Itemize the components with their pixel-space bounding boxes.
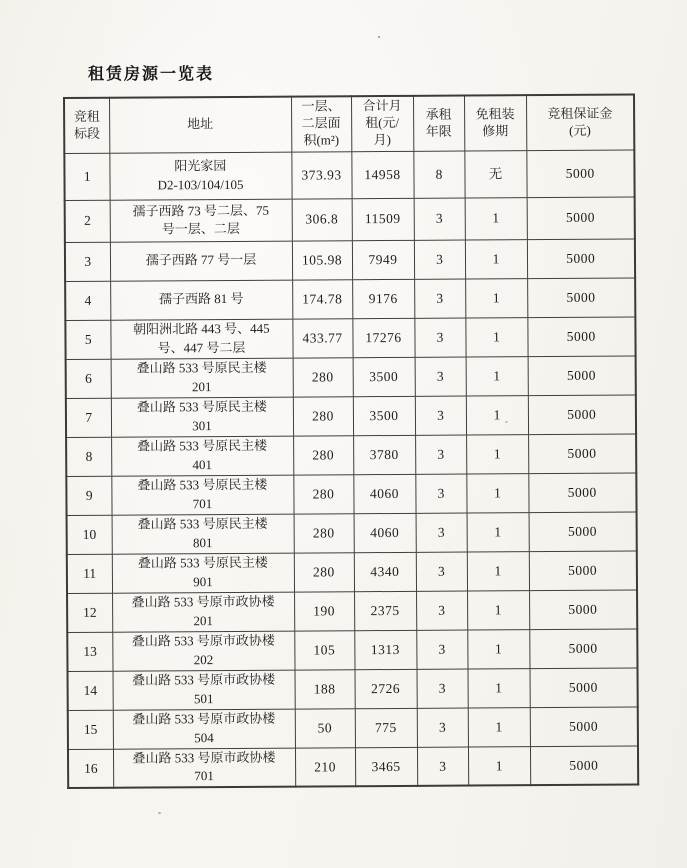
cell-area: 174.78 bbox=[292, 279, 352, 318]
cell-free_period: 1 bbox=[466, 473, 528, 512]
cell-area: 210 bbox=[295, 747, 355, 786]
table-row bbox=[64, 150, 634, 200]
cell-rent: 3500 bbox=[353, 357, 415, 396]
cell-free_period: 1 bbox=[467, 512, 529, 551]
cell-free_period: 1 bbox=[465, 278, 527, 317]
cell-free_period: 1 bbox=[465, 197, 527, 239]
table-row bbox=[65, 239, 635, 281]
cell-no: 3 bbox=[65, 242, 110, 281]
header-cell: 一层、 二层面 积(m²) bbox=[291, 96, 351, 151]
table-row bbox=[67, 629, 637, 671]
table-row bbox=[67, 551, 637, 593]
cell-rent: 3500 bbox=[353, 396, 415, 435]
cell-years: 3 bbox=[417, 708, 468, 747]
cell-area: 280 bbox=[293, 396, 353, 435]
cell-deposit: 5000 bbox=[529, 590, 637, 630]
cell-address: 叠山路 533 号原市政协楼 201 bbox=[112, 592, 294, 632]
cell-free_period: 1 bbox=[466, 434, 528, 473]
cell-area: 280 bbox=[294, 513, 354, 552]
cell-address: 孺子西路 81 号 bbox=[110, 280, 292, 320]
cell-free_period: 无 bbox=[464, 150, 526, 197]
cell-address: 叠山路 533 号原民主楼 301 bbox=[111, 397, 293, 437]
table-row bbox=[66, 395, 636, 437]
cell-years: 3 bbox=[416, 513, 467, 552]
rental-listing-table bbox=[63, 94, 639, 789]
cell-no: 8 bbox=[66, 437, 111, 476]
cell-deposit: 5000 bbox=[529, 629, 637, 669]
cell-address: 孺子西路 73 号二层、75 号一层、二层 bbox=[110, 199, 292, 242]
cell-address: 叠山路 533 号原民主楼 801 bbox=[112, 514, 294, 554]
cell-no: 10 bbox=[67, 515, 112, 554]
cell-deposit: 5000 bbox=[527, 278, 635, 318]
cell-rent: 4060 bbox=[354, 513, 416, 552]
cell-address: 叠山路 533 号原民主楼 201 bbox=[111, 358, 293, 398]
cell-free_period: 1 bbox=[467, 551, 529, 590]
cell-address: 叠山路 533 号原民主楼 401 bbox=[111, 436, 293, 476]
cell-area: 190 bbox=[294, 591, 354, 630]
cell-area: 50 bbox=[295, 708, 355, 747]
cell-no: 12 bbox=[67, 593, 112, 632]
cell-area: 105 bbox=[294, 630, 354, 669]
cell-address: 阳光家园 D2-103/104/105 bbox=[109, 152, 291, 200]
cell-free_period: 1 bbox=[467, 668, 529, 707]
cell-years: 3 bbox=[414, 279, 465, 318]
cell-address: 叠山路 533 号原市政协楼 504 bbox=[113, 709, 295, 749]
scan-speck bbox=[378, 36, 380, 38]
table-row bbox=[66, 473, 636, 515]
header-cell: 地址 bbox=[109, 97, 291, 153]
cell-no: 7 bbox=[66, 398, 111, 437]
cell-deposit: 5000 bbox=[528, 356, 636, 396]
cell-years: 3 bbox=[414, 240, 465, 279]
cell-rent: 3780 bbox=[353, 435, 415, 474]
cell-deposit: 5000 bbox=[528, 434, 636, 474]
cell-area: 280 bbox=[293, 474, 353, 513]
cell-rent: 9176 bbox=[352, 279, 414, 318]
cell-no: 11 bbox=[67, 554, 112, 593]
cell-rent: 2375 bbox=[354, 591, 416, 630]
cell-deposit: 5000 bbox=[526, 150, 634, 198]
cell-deposit: 5000 bbox=[529, 668, 637, 708]
table-row bbox=[66, 356, 636, 398]
cell-rent: 11509 bbox=[352, 198, 414, 240]
cell-deposit: 5000 bbox=[527, 239, 635, 279]
table-body bbox=[64, 150, 638, 788]
cell-rent: 17276 bbox=[352, 318, 414, 357]
cell-free_period: 1 bbox=[465, 239, 527, 278]
cell-address: 叠山路 533 号原民主楼 701 bbox=[111, 475, 293, 515]
header-cell: 合计月 租(元/ 月) bbox=[351, 96, 413, 151]
table-container bbox=[63, 94, 639, 789]
cell-years: 3 bbox=[415, 474, 466, 513]
cell-no: 14 bbox=[68, 671, 113, 710]
cell-years: 3 bbox=[416, 669, 467, 708]
cell-years: 3 bbox=[415, 357, 466, 396]
cell-years: 3 bbox=[415, 396, 466, 435]
cell-years: 3 bbox=[416, 552, 467, 591]
header-cell: 承租 年限 bbox=[413, 96, 464, 151]
cell-rent: 775 bbox=[355, 708, 417, 747]
cell-area: 105.98 bbox=[292, 240, 352, 279]
cell-rent: 1313 bbox=[354, 630, 416, 669]
cell-rent: 4340 bbox=[354, 552, 416, 591]
cell-no: 5 bbox=[65, 320, 110, 359]
cell-free_period: 1 bbox=[468, 707, 530, 746]
cell-area: 373.93 bbox=[291, 151, 351, 198]
cell-free_period: 1 bbox=[467, 590, 529, 629]
cell-area: 188 bbox=[295, 669, 355, 708]
cell-area: 306.8 bbox=[292, 198, 352, 240]
cell-area: 280 bbox=[294, 552, 354, 591]
cell-rent: 14958 bbox=[351, 151, 413, 198]
cell-deposit: 5000 bbox=[530, 707, 638, 747]
header-cell: 竞租 标段 bbox=[64, 98, 109, 153]
table-row bbox=[68, 745, 638, 787]
cell-free_period: 1 bbox=[467, 629, 529, 668]
cell-rent: 7949 bbox=[352, 240, 414, 279]
table-row bbox=[65, 278, 635, 320]
cell-years: 3 bbox=[415, 435, 466, 474]
cell-years: 3 bbox=[416, 630, 467, 669]
cell-deposit: 5000 bbox=[528, 395, 636, 435]
cell-rent: 4060 bbox=[353, 474, 415, 513]
cell-address: 叠山路 533 号原市政协楼 501 bbox=[113, 670, 295, 710]
cell-free_period: 1 bbox=[468, 746, 530, 785]
cell-no: 6 bbox=[66, 359, 111, 398]
cell-deposit: 5000 bbox=[527, 317, 635, 357]
cell-deposit: 5000 bbox=[530, 745, 638, 785]
page-title: 租赁房源一览表 bbox=[88, 66, 215, 83]
cell-deposit: 5000 bbox=[529, 512, 637, 552]
cell-rent: 3465 bbox=[355, 747, 417, 786]
table-row bbox=[65, 197, 635, 242]
cell-no: 4 bbox=[65, 281, 110, 320]
cell-years: 3 bbox=[414, 198, 465, 240]
table-row bbox=[68, 707, 638, 749]
scan-speck bbox=[158, 812, 161, 814]
cell-address: 叠山路 533 号原民主楼 901 bbox=[112, 553, 294, 593]
cell-years: 3 bbox=[414, 318, 465, 357]
cell-no: 16 bbox=[68, 749, 113, 788]
cell-deposit: 5000 bbox=[529, 551, 637, 591]
cell-free_period: 1 bbox=[466, 395, 528, 434]
cell-area: 280 bbox=[293, 435, 353, 474]
cell-deposit: 5000 bbox=[527, 197, 635, 240]
cell-address: 叠山路 533 号原市政协楼 701 bbox=[113, 748, 295, 788]
header-cell: 竞租保证金 (元) bbox=[526, 95, 634, 151]
table-row bbox=[67, 590, 637, 632]
cell-years: 8 bbox=[413, 151, 464, 198]
cell-free_period: 1 bbox=[466, 356, 528, 395]
table-row bbox=[66, 434, 636, 476]
cell-address: 叠山路 533 号原市政协楼 202 bbox=[112, 631, 294, 671]
table-header-row bbox=[64, 95, 634, 153]
cell-rent: 2726 bbox=[355, 669, 417, 708]
header-cell: 免租装 修期 bbox=[464, 95, 526, 150]
cell-address: 朝阳洲北路 443 号、445 号、447 号二层 bbox=[110, 319, 292, 359]
cell-free_period: 1 bbox=[465, 317, 527, 356]
cell-area: 280 bbox=[293, 357, 353, 396]
cell-years: 3 bbox=[416, 591, 467, 630]
table-row bbox=[65, 317, 635, 359]
cell-address: 孺子西路 77 号一层 bbox=[110, 241, 292, 281]
table-row bbox=[67, 512, 637, 554]
cell-deposit: 5000 bbox=[528, 473, 636, 513]
cell-years: 3 bbox=[417, 747, 468, 786]
table-row bbox=[68, 668, 638, 710]
cell-no: 2 bbox=[65, 200, 110, 242]
cell-no: 1 bbox=[64, 153, 109, 200]
cell-no: 9 bbox=[66, 476, 111, 515]
cell-no: 13 bbox=[67, 632, 112, 671]
cell-no: 15 bbox=[68, 710, 113, 749]
cell-area: 433.77 bbox=[292, 318, 352, 357]
